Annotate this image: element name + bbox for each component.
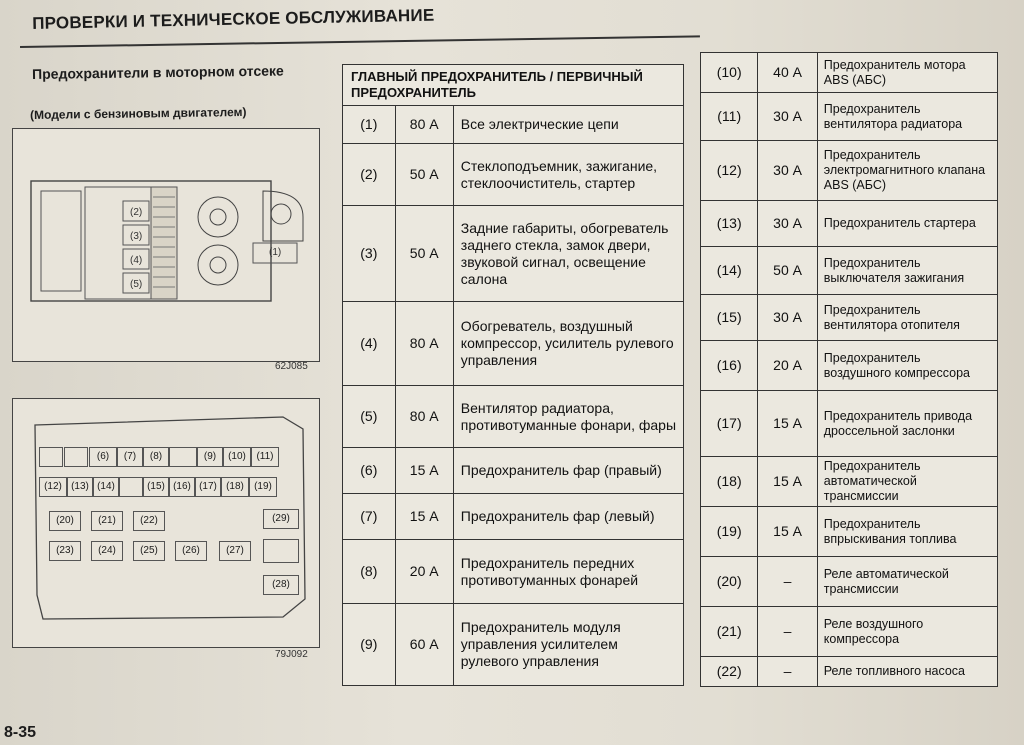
table-row: (2) 50 А Стеклоподъемник, зажигание, стеклоочиститель, стартер [343, 144, 684, 206]
fuse-slot-blank [39, 447, 63, 467]
fuse-slot: (28) [263, 575, 299, 595]
table-row: (16) 20 А Предохранитель воздушного компрессора [701, 341, 998, 391]
fuse-slot: (25) [133, 541, 165, 561]
section-subtitle: (Модели с бензиновым двигателем) [30, 104, 247, 122]
fuse-slot: (24) [91, 541, 123, 561]
table-row: (8) 20 А Предохранитель передних противотуманных фонарей [343, 540, 684, 604]
fuse-slot: (29) [263, 509, 299, 529]
page-number: 8-35 [4, 724, 37, 741]
fuse-slot: (27) [219, 541, 251, 561]
fuse-slot: (20) [49, 511, 81, 531]
fuse-label-4: (4) [130, 255, 143, 266]
fuse-slot: (15) [143, 477, 169, 497]
header-rule [20, 35, 700, 48]
fuse-slot-blank [169, 447, 197, 467]
fuse-slot: (16) [169, 477, 195, 497]
table-row: (12) 30 А Предохранитель электромагнитного клапана ABS (АБС) [701, 141, 998, 201]
fuse-slot: (8) [143, 447, 169, 467]
table-row: (9) 60 А Предохранитель модуля управления усилителем рулевого управления [343, 604, 684, 686]
relay-slot-blank [263, 539, 299, 563]
section-title: Предохранители в моторном отсеке [32, 62, 284, 82]
fuse-block-diagram [12, 398, 320, 660]
table-row: (10) 40 А Предохранитель мотора ABS (АБС) [701, 53, 998, 93]
table-row: (15) 30 А Предохранитель вентилятора отопителя [701, 295, 998, 341]
table-row: (17) 15 А Предохранитель привода дроссельной заслонки [701, 391, 998, 457]
fuse-slot: (11) [251, 447, 279, 467]
main-fuse-table [342, 64, 684, 686]
fuse-slot: (23) [49, 541, 81, 561]
secondary-fuse-table [700, 52, 998, 687]
table-row: (4) 80 А Обогреватель, воздушный компрессор, усилитель рулевого управления [343, 302, 684, 386]
fuse-label-1: (1) [269, 247, 282, 258]
fuse-slot: (17) [195, 477, 221, 497]
table-row: (6) 15 А Предохранитель фар (правый) [343, 448, 684, 494]
fuse-slot-blank [119, 477, 143, 497]
fuse-slot: (18) [221, 477, 249, 497]
table-row: (7) 15 А Предохранитель фар (левый) [343, 494, 684, 540]
table-row: (20) – Реле автоматической трансмиссии [701, 557, 998, 607]
fuse-slot: (22) [133, 511, 165, 531]
table-row: (19) 15 А Предохранитель впрыскивания топлива [701, 507, 998, 557]
main-table-header: ГЛАВНЫЙ ПРЕДОХРАНИТЕЛЬ / ПЕРВИЧНЫЙ ПРЕДОХРАНИТЕЛЬ [343, 65, 684, 106]
fuse-slot: (7) [117, 447, 143, 467]
table-row: (13) 30 А Предохранитель стартера [701, 201, 998, 247]
table-row: (1) 80 А Все электрические цепи [343, 106, 684, 144]
table-row: (18) 15 А Предохранитель автоматической трансмиссии [701, 457, 998, 507]
table-row: (22) – Реле топливного насоса [701, 657, 998, 687]
diagram-code-1: 62J085 [275, 361, 308, 372]
page-header: ПРОВЕРКИ И ТЕХНИЧЕСКОЕ ОБСЛУЖИВАНИЕ [32, 5, 435, 33]
fuse-box-drawing [13, 129, 319, 361]
table-row: (14) 50 А Предохранитель выключателя зажигания [701, 247, 998, 295]
fuse-slot: (9) [197, 447, 223, 467]
fuse-slot: (6) [89, 447, 117, 467]
fuse-slot: (26) [175, 541, 207, 561]
fuse-label-3: (3) [130, 231, 143, 242]
table-row: (5) 80 А Вентилятор радиатора, противотуманные фонари, фары [343, 386, 684, 448]
fuse-slot-blank [64, 447, 88, 467]
engine-fuse-box-diagram [12, 128, 320, 372]
fuse-slot: (21) [91, 511, 123, 531]
fuse-label-2: (2) [130, 207, 143, 218]
fuse-slot: (19) [249, 477, 277, 497]
fuse-slot: (13) [67, 477, 93, 497]
table-row: (11) 30 А Предохранитель вентилятора радиатора [701, 93, 998, 141]
diagram-code-2: 79J092 [275, 649, 308, 660]
fuse-label-5: (5) [130, 279, 143, 290]
fuse-slot: (14) [93, 477, 119, 497]
fuse-slot: (12) [39, 477, 67, 497]
table-row: (21) – Реле воздушного компрессора [701, 607, 998, 657]
fuse-slot: (10) [223, 447, 251, 467]
table-row: (3) 50 А Задние габариты, обогреватель заднего стекла, замок двери, звуковой сигнал, освещение салона [343, 206, 684, 302]
